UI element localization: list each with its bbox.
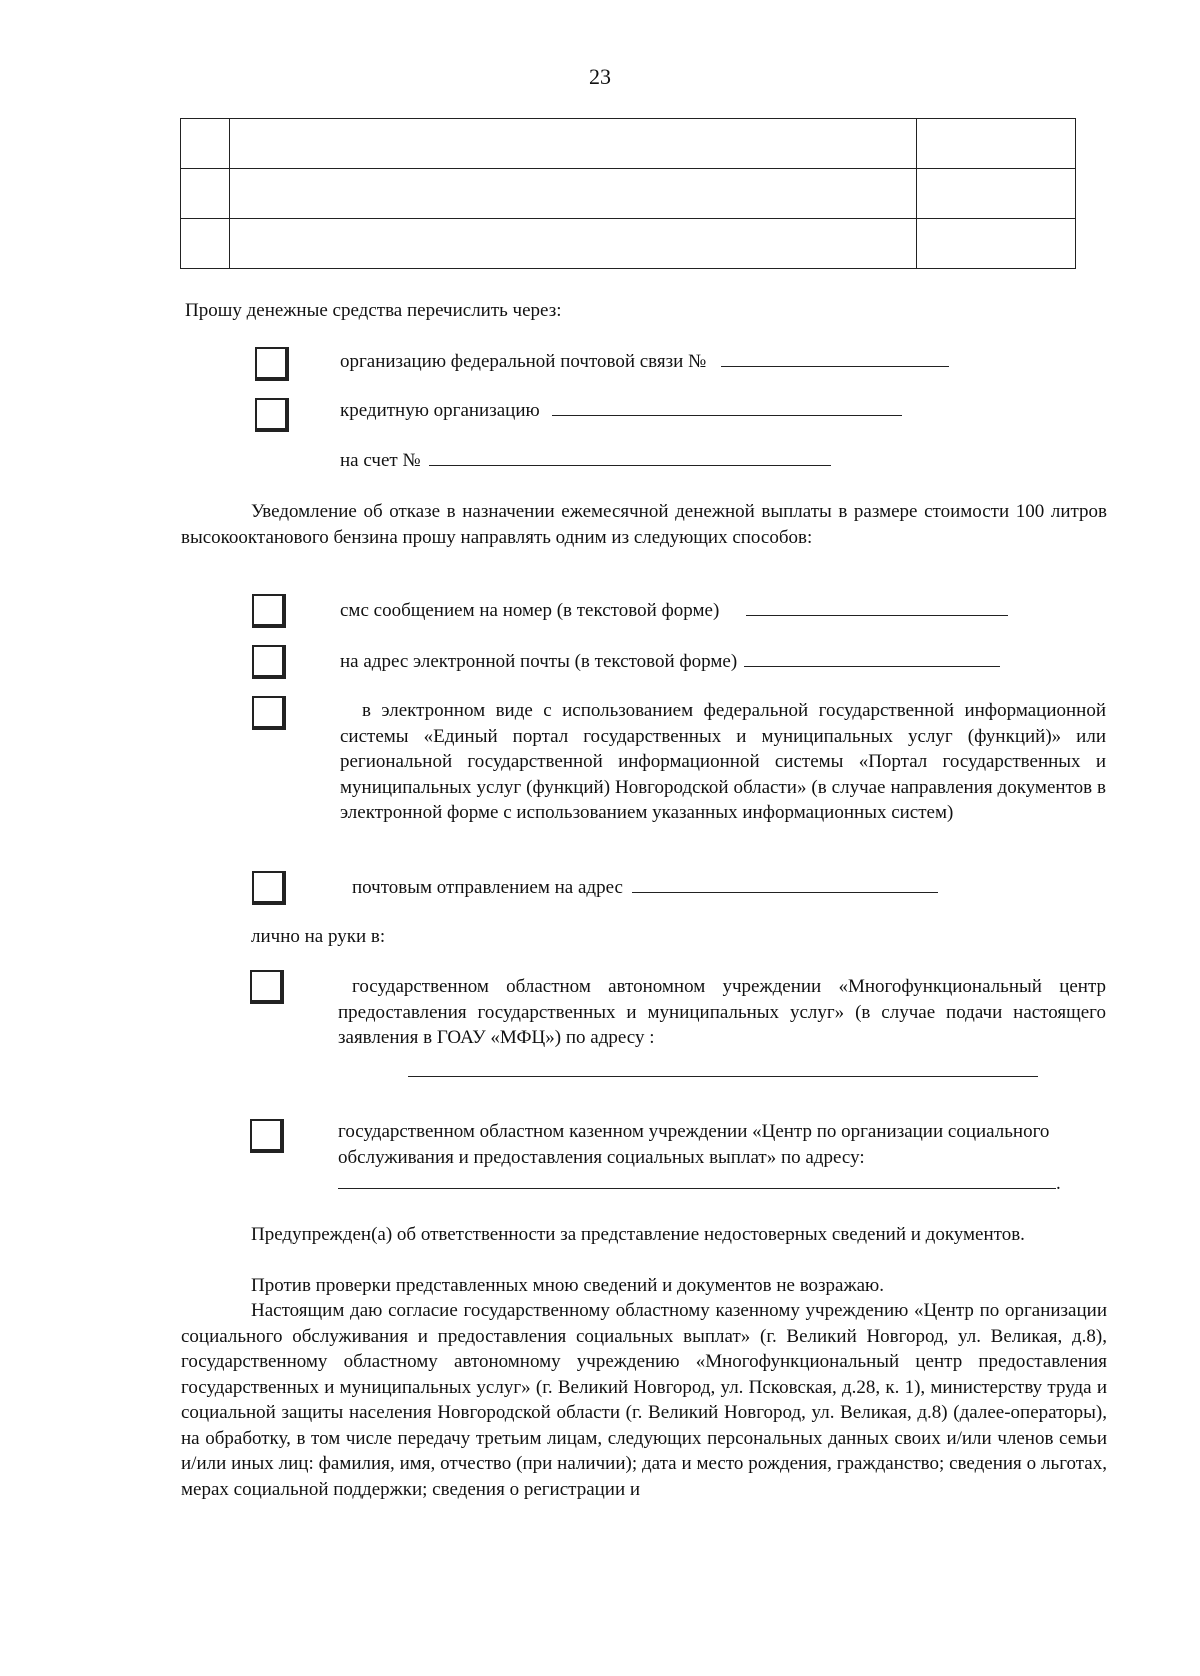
post-address-field[interactable] [632, 874, 938, 893]
payment-intro: Прошу денежные средства перечислить через: [185, 300, 562, 321]
data-table [180, 118, 1076, 269]
sms-number-field[interactable] [746, 597, 1008, 616]
option-credit [340, 397, 902, 424]
no-objection-statement: Против проверки представленных мною сведений и документов не возражаю. [251, 1275, 884, 1296]
option-mfc [338, 974, 1106, 1051]
option-post [352, 874, 938, 901]
option-center-label: государственном областном казенном учреждении «Центр по организации социального обслуживания и предоставления социальных выплат» по адресу: [338, 1121, 1050, 1168]
mfc-address-field[interactable] [408, 1058, 1038, 1077]
checkbox-sms[interactable] [252, 594, 286, 628]
option-mfc-label: государственном областном автономном учреждении «Многофункциональный центр предоставления государственных и муниципальных услуг» (в случае подачи настоящего заявления в ГОАУ «МФЦ») по адресу : [338, 976, 1106, 1048]
option-credit-label: кредитную организацию [340, 400, 540, 421]
notification-intro: Уведомление об отказе в назначении ежемесячной денежной выплаты в размере стоимости 100 литров высокооктанового бензина прошу направлять одним из следующих способов: [181, 501, 1107, 548]
checkbox-email[interactable] [252, 645, 286, 679]
option-postal [340, 348, 949, 375]
checkbox-postal[interactable] [255, 347, 289, 381]
account-number-field[interactable] [429, 447, 831, 466]
consent-statement: Настоящим даю согласие государственному областному казенному учреждению «Центр по организации социального обслуживания и предоставления социальных выплат» (г. Великий Новгород, ул. Великая, д.8), государственному областному автономному учреждению «Многофункциональный центр предоставления государственных и муниципальных услуг» (г. Великий Новгород, ул. Псковская, д.28, к. 1), министерству труда и социальной защиты населения Новгородской области (г. Великий Новгород, ул. Великая, д.8) (далее-операторы), на обработку, в том числе передачу третьим лицам, следующих персональных данных своих и/или членов семьи и/или иных лиц: фамилия, имя, отчество (при наличии); дата и место рождения, гражданство; сведения о льготах, мерах социальной поддержки; сведения о регистрации и [181, 1300, 1107, 1500]
option-sms [340, 597, 1008, 624]
option-electronic-label: в электронном виде с использованием федеральной государственной информационной системы «Единый портал государственных и муниципальных услуг (функций)» или региональной государственной информационной системы «Портал государственных и муниципальных услуг (функций) Новгородской области» (в случае направления документов в электронной форме с использованием указанных информационных систем) [340, 700, 1106, 823]
checkbox-credit[interactable] [255, 398, 289, 432]
option-sms-label: смс сообщением на номер (в текстовой форме) [340, 600, 720, 621]
account-label: на счет № [340, 450, 421, 471]
center-address-field[interactable] [338, 1170, 1056, 1189]
option-email-label: на адрес электронной почты (в текстовой форме) [340, 651, 738, 672]
checkbox-post[interactable] [252, 871, 286, 905]
credit-org-field[interactable] [552, 397, 902, 416]
option-email [340, 648, 1000, 675]
center-address-row [338, 1170, 1061, 1197]
checkbox-electronic[interactable] [252, 696, 286, 730]
postal-number-field[interactable] [721, 348, 949, 367]
option-postal-label: организацию федеральной почтовой связи № [340, 351, 707, 372]
warning-statement: Предупрежден(а) об ответственности за представление недостоверных сведений и документов. [251, 1224, 1025, 1245]
option-post-label: почтовым отправлением на адрес [352, 877, 623, 898]
table-row [181, 169, 1076, 219]
in-person-label: лично на руки в: [251, 926, 386, 947]
email-field[interactable] [744, 648, 1000, 667]
table-row [181, 219, 1076, 269]
account-row [340, 447, 831, 474]
table-row [181, 119, 1076, 169]
page-number: 23 [589, 64, 611, 89]
checkbox-center[interactable] [250, 1119, 284, 1153]
checkbox-mfc[interactable] [250, 970, 284, 1004]
center-address-end: . [1056, 1173, 1061, 1194]
